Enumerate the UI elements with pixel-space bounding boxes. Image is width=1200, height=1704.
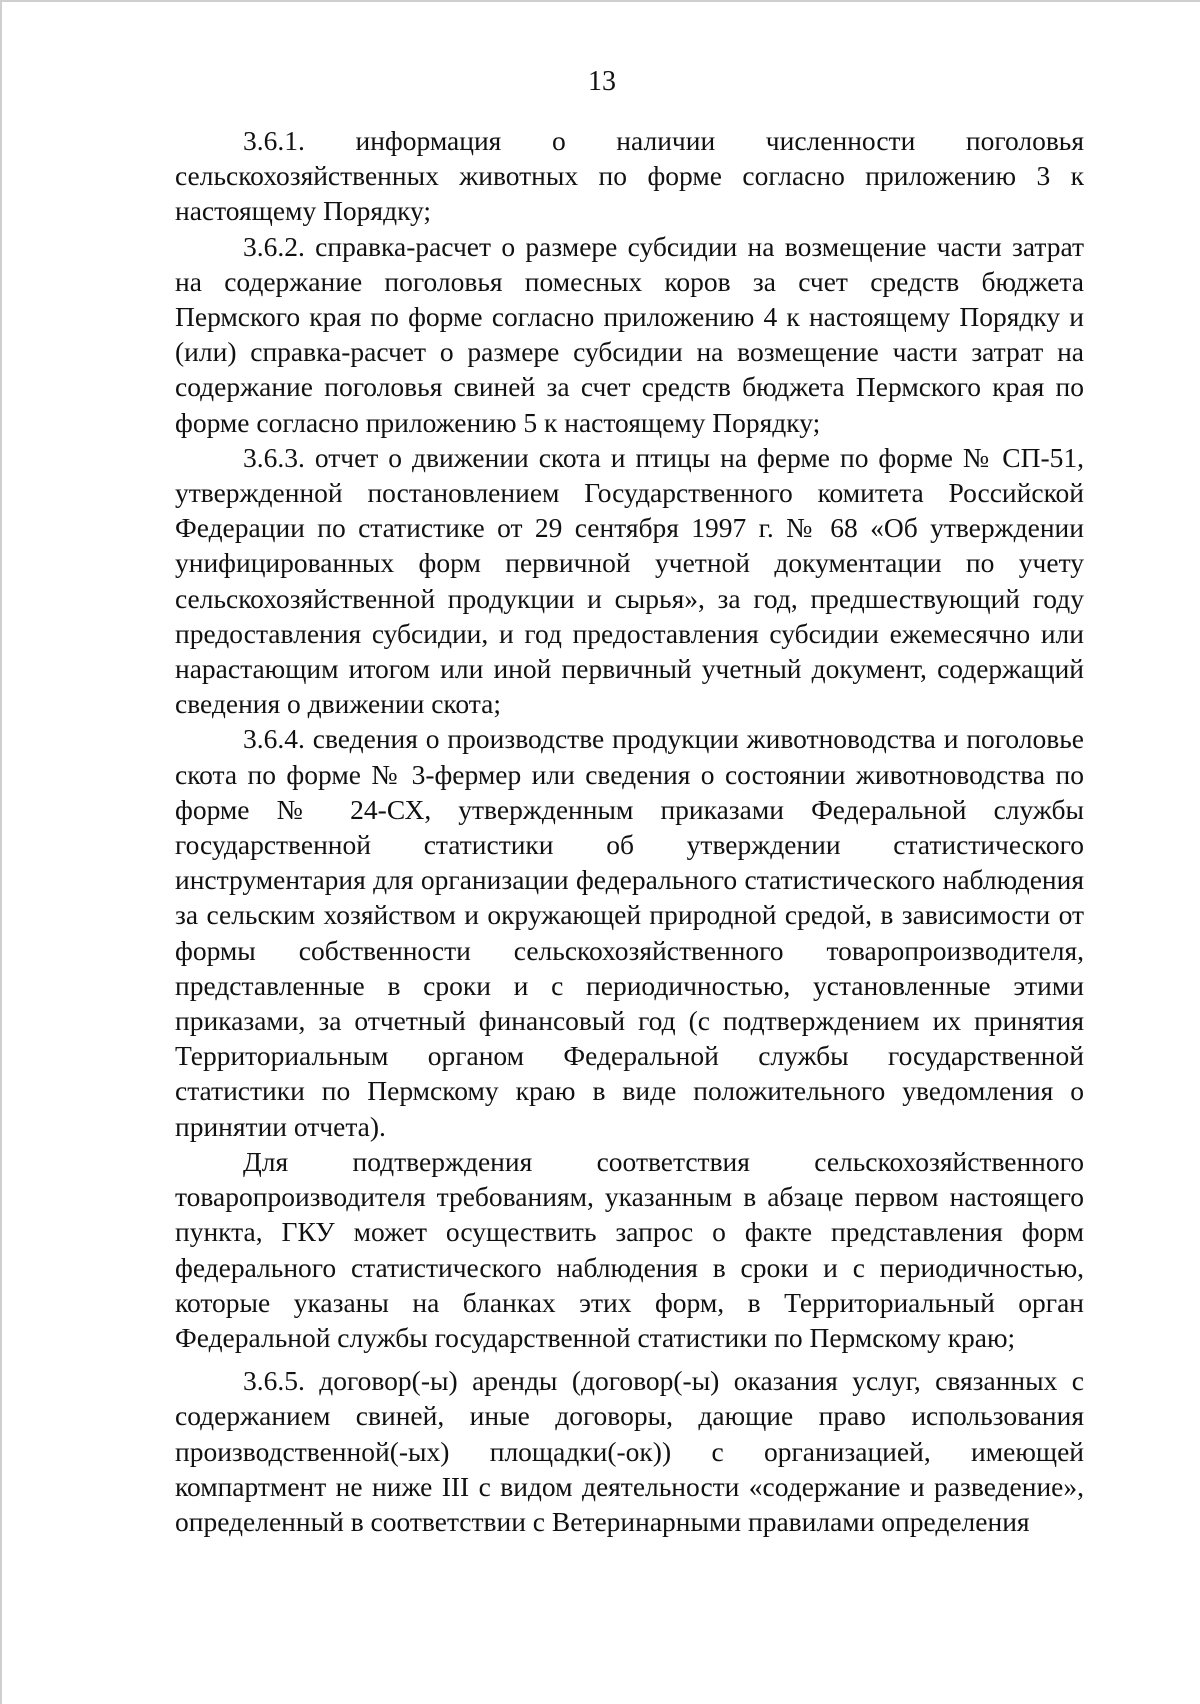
paragraph-3-6-1: 3.6.1. информация о наличии численности поголовья сельскохозяйственных животных по форме согласно приложению 3 к настоящему Порядку;	[175, 125, 1084, 227]
paragraph-confirmation-request: Для подтверждения соответствия сельскохозяйственного товаропроизводителя требованиям, указанным в абзаце первом настоящего пункта, ГКУ может осуществить запрос о факте представления форм федерального статистического наблюдения в сроки и с периодичностью, которые указаны на бланках этих форм, в Территориальный орган Федеральной службы государственной статистики по Пермскому краю;	[175, 1145, 1084, 1353]
paragraph-3-6-4: 3.6.4. сведения о производстве продукции животноводства и поголовье скота по форме № 3-фермер или сведения о состоянии животноводства по форме № 24-СХ, утвержденным приказами Федеральной службы государственной статистики об утверждении статистического инструментария для организации федерального статистического наблюдения за сельским хозяйством и окружающей природной средой, в зависимости от формы собственности сельскохозяйственного товаропроизводителя, представленные в сроки и с периодичностью, установленные этими приказами, за отчетный финансовый год (с подтверждением их принятия Территориальным органом Федеральной службы государственной статистики по Пермскому краю в виде положительного уведомления о принятии отчета).	[175, 723, 1084, 1142]
paragraph-3-6-2: 3.6.2. справка-расчет о размере субсидии на возмещение части затрат на содержание поголовья помесных коров за счет средств бюджета Пермского края по форме согласно приложению 4 к настоящему Порядку и (или) справка-расчет о размере субсидии на возмещение части затрат на содержание поголовья свиней за счет средств бюджета Пермского края по форме согласно приложению 5 к настоящему Порядку;	[175, 230, 1084, 438]
document-body	[175, 123, 1084, 1539]
page-number: 13	[588, 66, 616, 97]
paragraph-3-6-5: 3.6.5. договор(-ы) аренды (договор(-ы) оказания услуг, связанных с содержанием свиней, иные договоры, дающие право использования производственной(-ых) площадки(-ок)) с организацией, имеющей компартмент не ниже III с видом деятельности «содержание и разведение», определенный в соответствии с Ветеринарными правилами определения	[175, 1365, 1084, 1537]
paragraph-3-6-3: 3.6.3. отчет о движении скота и птицы на ферме по форме № СП-51, утвержденной постановлением Государственного комитета Российской Федерации по статистике от 29 сентября 1997 г. № 68 «Об утверждении унифицированных форм первичной учетной документации по учету сельскохозяйственной продукции и сырья», за год, предшествующий году предоставления субсидии, и год предоставления субсидии ежемесячно или нарастающим итогом или иной первичный учетный документ, содержащий сведения о движении скота;	[175, 441, 1084, 720]
